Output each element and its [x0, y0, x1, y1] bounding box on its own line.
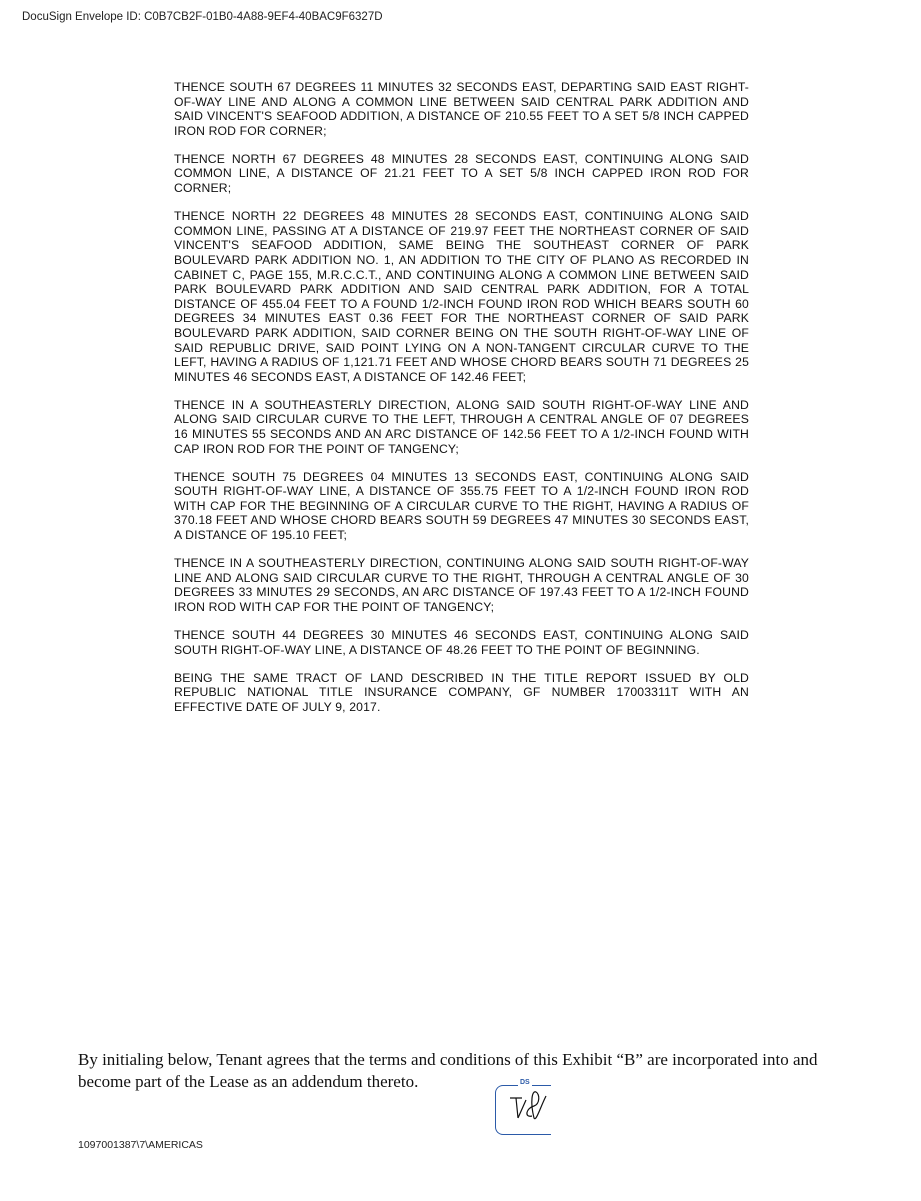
paragraph: THENCE SOUTH 67 DEGREES 11 MINUTES 32 SECONDS EAST, DEPARTING SAID EAST RIGHT-OF-WAY LINE AND ALONG A COMMON LINE BETWEEN SAID CENTRAL PARK ADDITION AND SAID VINCENT'S SEAFOOD ADDITION, A DISTANCE OF 210.55 FEET TO A SET 5/8 INCH CAPPED IRON ROD FOR CORNER;	[174, 80, 749, 138]
paragraph: THENCE SOUTH 75 DEGREES 04 MINUTES 13 SECONDS EAST, CONTINUING ALONG SAID SOUTH RIGHT-OF-WAY LINE, A DISTANCE OF 355.75 FEET TO A 1/2-INCH FOUND IRON ROD WITH CAP FOR THE BEGINNING OF A CIRCULAR CURVE TO THE RIGHT, HAVING A RADIUS OF 370.18 FEET AND WHOSE CHORD BEARS SOUTH 59 DEGREES 47 MINUTES 30 SECONDS EAST, A DISTANCE OF 195.10 FEET;	[174, 469, 749, 543]
ds-label: DS	[520, 1079, 530, 1086]
paragraph: THENCE IN A SOUTHEASTERLY DIRECTION, CONTINUING ALONG SAID SOUTH RIGHT-OF-WAY LINE AND ALONG SAID CIRCULAR CURVE TO THE RIGHT, THROUGH A CENTRAL ANGLE OF 30 DEGREES 33 MINUTES 29 SECONDS, AN ARC DISTANCE OF 197.43 FEET TO A 1/2-INCH FOUND IRON ROD WITH CAP FOR THE POINT OF TANGENCY;	[174, 556, 749, 614]
paragraph: BEING THE SAME TRACT OF LAND DESCRIBED IN THE TITLE REPORT ISSUED BY OLD REPUBLIC NATIONAL TITLE INSURANCE COMPANY, GF NUMBER 17003311T WITH AN EFFECTIVE DATE OF JULY 9, 2017.	[174, 670, 749, 714]
paragraph: THENCE SOUTH 44 DEGREES 30 MINUTES 46 SECONDS EAST, CONTINUING ALONG SAID SOUTH RIGHT-OF-WAY LINE, A DISTANCE OF 48.26 FEET TO THE POINT OF BEGINNING.	[174, 628, 749, 657]
paragraph: THENCE IN A SOUTHEASTERLY DIRECTION, ALONG SAID SOUTH RIGHT-OF-WAY LINE AND ALONG SAID CIRCULAR CURVE TO THE LEFT, THROUGH A CENTRAL ANGLE OF 07 DEGREES 16 MINUTES 55 SECONDS AND AN ARC DISTANCE OF 142.56 FEET TO A 1/2-INCH FOUND WITH CAP IRON ROD FOR THE POINT OF TANGENCY;	[174, 397, 749, 456]
initial-statement: By initialing below, Tenant agrees that the terms and conditions of this Exhibit “B” are incorporated into and become part of the Lease as an addendum thereto.	[78, 1050, 818, 1091]
paragraph: THENCE NORTH 22 DEGREES 48 MINUTES 28 SECONDS EAST, CONTINUING ALONG SAID COMMON LINE, PASSING AT A DISTANCE OF 219.97 FEET THE NORTHEAST CORNER OF SAID VINCENT'S SEAFOOD ADDITION, SAME BEING THE SOUTHEAST CORNER OF PARK BOULEVARD PARK ADDITION NO. 1, AN ADDITION TO THE CITY OF PLANO AS RECORDED IN CABINET C, PAGE 155, M.R.C.C.T., AND CONTINUING ALONG A COMMON LINE BETWEEN SAID PARK BOULEVARD PARK ADDITION AND SAID CENTRAL PARK ADDITION, FOR A TOTAL DISTANCE OF 455.04 FEET TO A FOUND 1/2-INCH FOUND IRON ROD WHICH BEARS SOUTH 60 DEGREES 34 MINUTES EAST 0.36 FEET FOR THE NORTHEAST CORNER OF SAID PARK BOULEVARD PARK ADDITION, SAID CORNER BEING ON THE SOUTH RIGHT-OF-WAY LINE OF SAID REPUBLIC DRIVE, SAID POINT LYING ON A NON-TANGENT CIRCULAR CURVE TO THE LEFT, HAVING A RADIUS OF 1,121.71 FEET AND WHOSE CHORD BEARS SOUTH 71 DEGREES 25 MINUTES 46 SECONDS EAST, A DISTANCE OF 142.46 FEET;	[174, 209, 749, 384]
paragraph: THENCE NORTH 67 DEGREES 48 MINUTES 28 SECONDS EAST, CONTINUING ALONG SAID COMMON LINE, A DISTANCE OF 21.21 FEET TO A SET 5/8 INCH CAPPED IRON ROD FOR CORNER;	[174, 151, 749, 196]
initials-signature-icon	[506, 1088, 550, 1122]
initials-field[interactable]	[495, 1079, 551, 1135]
legal-description	[174, 80, 749, 728]
envelope-id: DocuSign Envelope ID: C0B7CB2F-01B0-4A88-9EF4-40BAC9F6327D	[22, 11, 383, 23]
document-number: 1097001387\7\AMERICAS	[78, 1139, 203, 1151]
